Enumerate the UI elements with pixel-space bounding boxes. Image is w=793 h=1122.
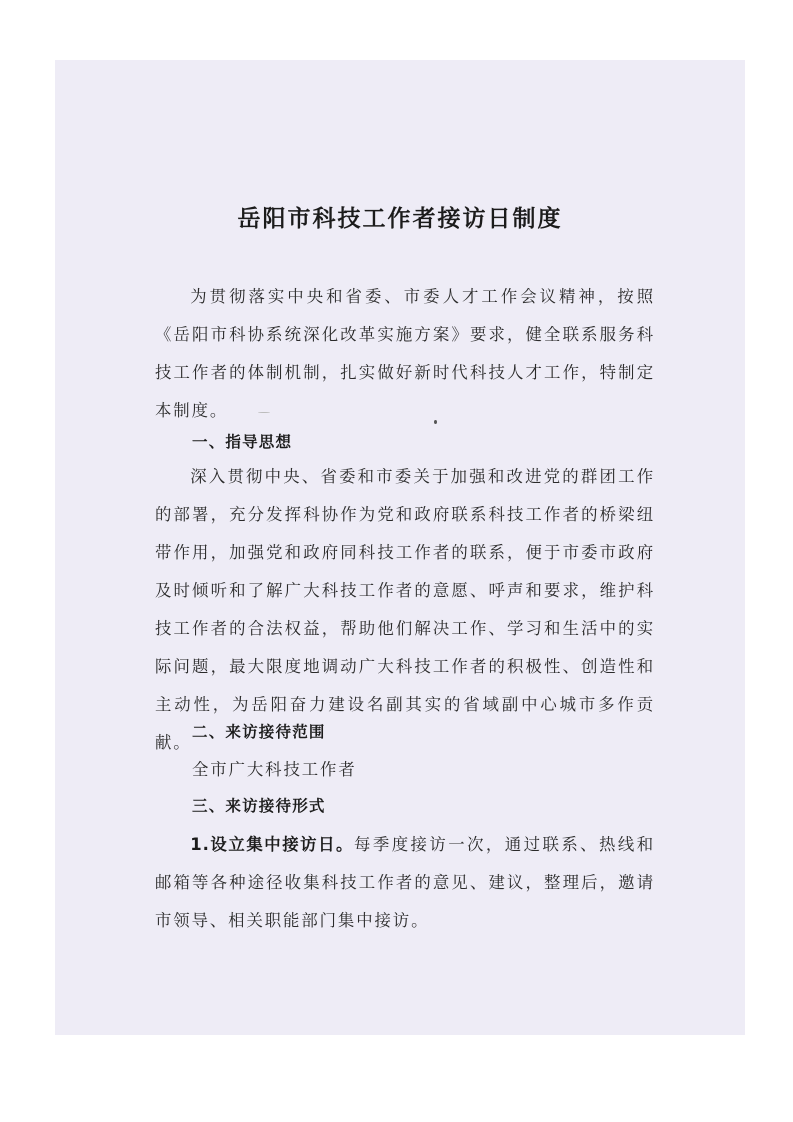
document-page [55, 60, 745, 1035]
scan-speck [258, 412, 270, 413]
section-heading-form: 三、来访接待形式 [192, 797, 326, 815]
section-heading-guiding: 一、指导思想 [192, 433, 293, 451]
section-heading-scope: 二、来访接待范围 [192, 723, 326, 741]
form-item-1-body: 每季度接访一次，通过联系、热线和邮箱等各种途径收集科技工作者的意见、建议，整理后，邀请市领导、相关职能部门集中接访。 [155, 835, 655, 930]
form-item-1-lead: 1.设立集中接访日。 [190, 835, 355, 854]
guiding-paragraph: 深入贯彻中央、省委和市委关于加强和改进党的群团工作的部署，充分发挥科协作为党和政府联系科技工作者的桥梁纽带作用，加强党和政府同科技工作者的联系，便于市委市政府及时倾听和了解广大科技工作者的意愿、呼声和要求，维护科技工作者的合法权益，帮助他们解决工作、学习和生活中的实际问题，最大限度地调动广大科技工作者的积极性、创造性和主动性，为岳阳奋力建设名副其实的省域副中心城市多作贡献。 [155, 467, 655, 752]
scan-speck [434, 420, 437, 424]
form-item-1 [155, 826, 655, 940]
intro-paragraph: 为贯彻落实中央和省委、市委人才工作会议精神，按照《岳阳市科协系统深化改革实施方案》要求，健全联系服务科技工作者的体制机制，扎实做好新时代科技人才工作，特制定本制度。 [155, 287, 655, 420]
document-title: 岳阳市科技工作者接访日制度 [237, 206, 563, 232]
scope-paragraph: 全市广大科技工作者 [192, 760, 357, 779]
